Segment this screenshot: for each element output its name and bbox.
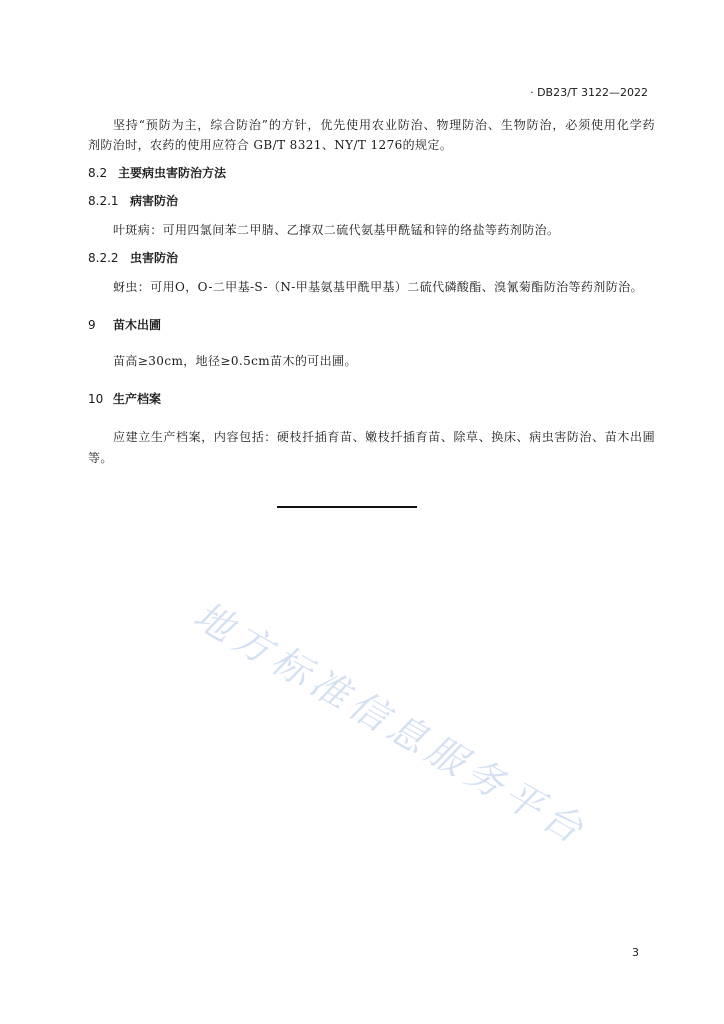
section-9-text: 苗高≥30cm，地径≥0.5cm苗木的可出圃。: [113, 354, 357, 368]
section-10-line-1: 应建立生产档案，内容包括：硬枝扦插育苗、嫩枝扦插育苗、除草、换床、病虫害防治、苗木出圃: [113, 430, 655, 444]
section-9-title: 苗木出圃: [113, 318, 162, 332]
section-8-2-1-text: 叶斑病：可用四氯间苯二甲腈、乙撑双二硫代氨基甲酰锰和锌的络盐等药剂防治。: [113, 223, 560, 237]
section-8-2-2-title: 虫害防治: [130, 251, 179, 265]
document-code: · DB23/T 3122—2022: [530, 86, 648, 99]
section-8-2-2-text: 蚜虫：可用O，O-二甲基-S-（N-甲基氨基甲酰甲基）二硫代磷酸酯、溴氰菊酯防治等药剂防治。: [113, 280, 643, 294]
section-8-2-number: 8.2: [88, 166, 108, 180]
end-of-document-rule: [277, 506, 417, 508]
watermark: 地方标准信息服务平台: [186, 592, 590, 852]
section-8-2-1-title: 病害防治: [130, 194, 179, 208]
intro-line-2: 剂防治时，农药的使用应符合 GB/T 8321、NY/T 1276的规定。: [88, 138, 453, 152]
section-10-title: 生产档案: [113, 392, 162, 406]
section-9-number: 9: [88, 318, 96, 332]
section-8-2-1-number: 8.2.1: [88, 194, 119, 208]
section-10-line-2: 等。: [88, 451, 113, 465]
intro-line-1: 坚持“预防为主，综合防治”的方针，优先使用农业防治、物理防治、生物防治，必须使用化学药: [113, 118, 655, 132]
section-8-2-title: 主要病虫害防治方法: [118, 166, 227, 180]
section-8-2-2-number: 8.2.2: [88, 251, 119, 265]
section-10-number: 10: [88, 392, 104, 406]
page-number: 3: [632, 946, 639, 959]
